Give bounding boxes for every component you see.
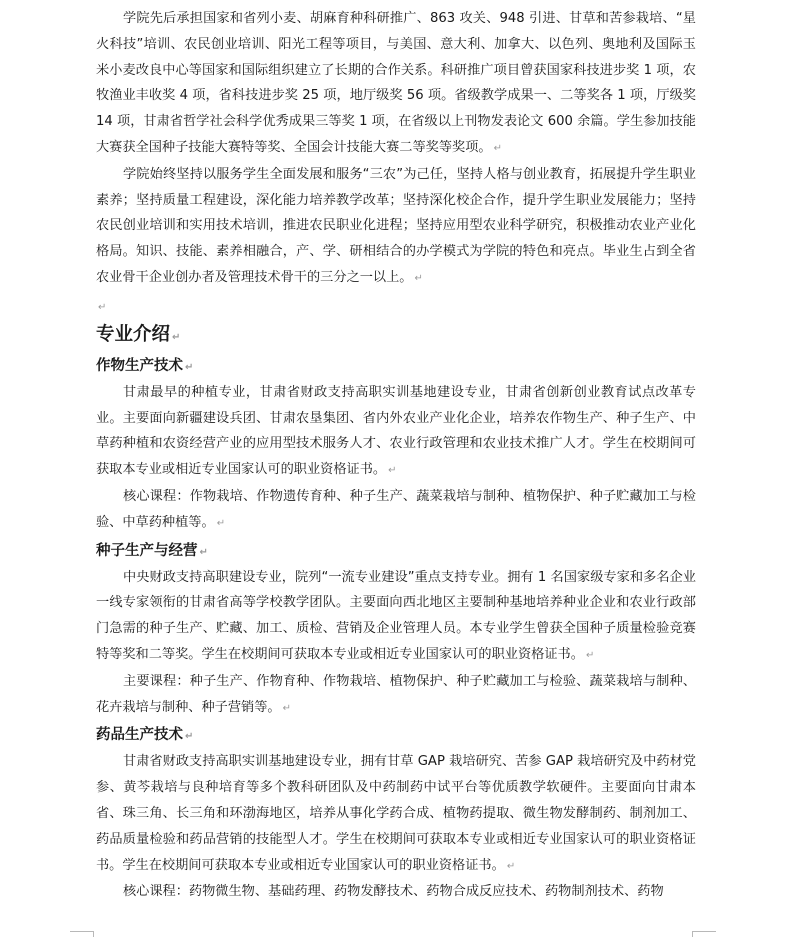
page-corner-mark-right — [692, 931, 716, 932]
paragraph-mark: ↵ — [388, 465, 397, 477]
document-content — [96, 6, 696, 905]
paragraph-mark: ↵ — [216, 517, 226, 529]
paragraph-mark: ↵ — [493, 142, 503, 154]
intro-paragraph-2: 学院始终坚持以服务学生全面发展和服务“三农”为己任，坚持人格与创业教育，拓展提升学生职业素养；坚持质量工程建设，深化能力培养教学改革；坚持深化校企合作，提升学生职业发展能力；坚持农民创业培训和实用技术培训，推进农民职业化进程；坚持应用型农业科学研究，积极推动农业产业化格局。知识、技能、素养相融合，产、学、研相结合的办学模式为学院的特色和亮点。毕业生占到全省农业骨干企业创办者及管理技术骨干的三分之一以上。 ↵ — [96, 166, 696, 285]
major-description: 中央财政支持高职建设专业，院列“一流专业建设”重点支持专业。拥有 1 名国家级专家和多名企业一线专家领衔的甘肃省高等学校教学团队。主要面向西北地区主要制种基地培养种业企业和农业行政部门急需的种子生产、贮藏、加工、质检、营销及企业管理人员。本专业学生曾获全国种子质量检验竞赛特等奖和二等奖。学生在校期间可获取本专业或相近专业国家认可的职业资格证书。 ↵ — [96, 569, 696, 662]
paragraph-mark: ↵ — [585, 649, 595, 661]
paragraph-mark: ↵ — [414, 272, 423, 284]
paragraph-mark: ↵ — [282, 702, 292, 714]
major-description: 甘肃最早的种植专业，甘肃省财政支持高职实训基地建设专业，甘肃省创新创业教育试点改革专业。主要面向新疆建设兵团、甘肃农垦集团、省内外农业产业化企业，培养农作物生产、种子生产、中草药种植和农资经营产业的应用型技术服务人才、农业行政管理和农业技术推广人才。学生在校期间可获取本专业或相近专业国家认可的职业资格证书。 ↵ — [96, 384, 696, 478]
intro-paragraph-1: 学院先后承担国家和省列小麦、胡麻育种科研推广、863 攻关、948 引进、甘草和苦参栽培、“星火科技”培训、农民创业培训、阳光工程等项目，与美国、意大利、加拿大、以色列、奥地利及国际玉米小麦改良中心等国家和国际组织建立了长期的合作关系。科研推广项目曾获国家科技进步奖 1 项，农牧渔业丰收奖 4 项，省科技进步奖 25 项，地厅级奖 56 项。省级教学成果一、二等奖各 1 项，厅级奖 14 项，甘肃省哲学社会科学优秀成果三等奖 1 项，在省级以上刊物发表论文 600 余篇。学生参加技能大赛获全国种子技能大赛特等奖、全国会计技能大赛二等奖等奖项。 ↵ — [96, 11, 696, 155]
major-courses: 核心课程：药物微生物、基础药理、药物发酵技术、药物合成反应技术、药物制剂技术、药物 — [123, 884, 664, 900]
paragraph-mark: ↵ — [98, 301, 107, 313]
major-title-seed-production: 种子生产与经营 ↵ — [96, 542, 208, 559]
major-courses: 核心课程：作物栽培、作物遗传育种、种子生产、蔬菜栽培与制种、植物保护、种子贮藏加工与检验、中草药种植等。 ↵ — [96, 488, 696, 530]
paragraph-mark: ↵ — [506, 860, 516, 872]
section-title: 专业介绍 ↵ — [96, 323, 181, 345]
paragraph-mark: ↵ — [185, 361, 194, 373]
empty-line — [96, 292, 696, 318]
major-courses: 主要课程：种子生产、作物育种、作物栽培、植物保护、种子贮藏加工与检验、蔬菜栽培与制种、花卉栽培与制种、种子营销等。 ↵ — [96, 673, 696, 715]
paragraph-mark: ↵ — [185, 731, 194, 743]
page-corner-mark-left — [70, 931, 94, 932]
major-description: 甘肃省财政支持高职实训基地建设专业，拥有甘草 GAP 栽培研究、苦参 GAP 栽培研究及中药材党参、黄芩栽培与良种培育等多个教科研团队及中药制药中试平台等优质教学软硬件。主要面向甘肃本省、珠三角、长三角和环渤海地区，培养从事化学药合成、植物药提取、微生物发酵制药、制剂加工、药品质量检验和药品营销的技能型人才。学生在校期间可获取本专业或相近专业国家认可的职业资格证书。学生在校期间可获取本专业或相近专业国家认可的职业资格证书。 ↵ — [96, 754, 696, 873]
paragraph-mark: ↵ — [199, 546, 208, 558]
major-title-crop-production: 作物生产技术 ↵ — [96, 357, 194, 374]
paragraph-mark: ↵ — [172, 331, 181, 343]
major-title-drug-production: 药品生产技术 ↵ — [96, 727, 194, 744]
